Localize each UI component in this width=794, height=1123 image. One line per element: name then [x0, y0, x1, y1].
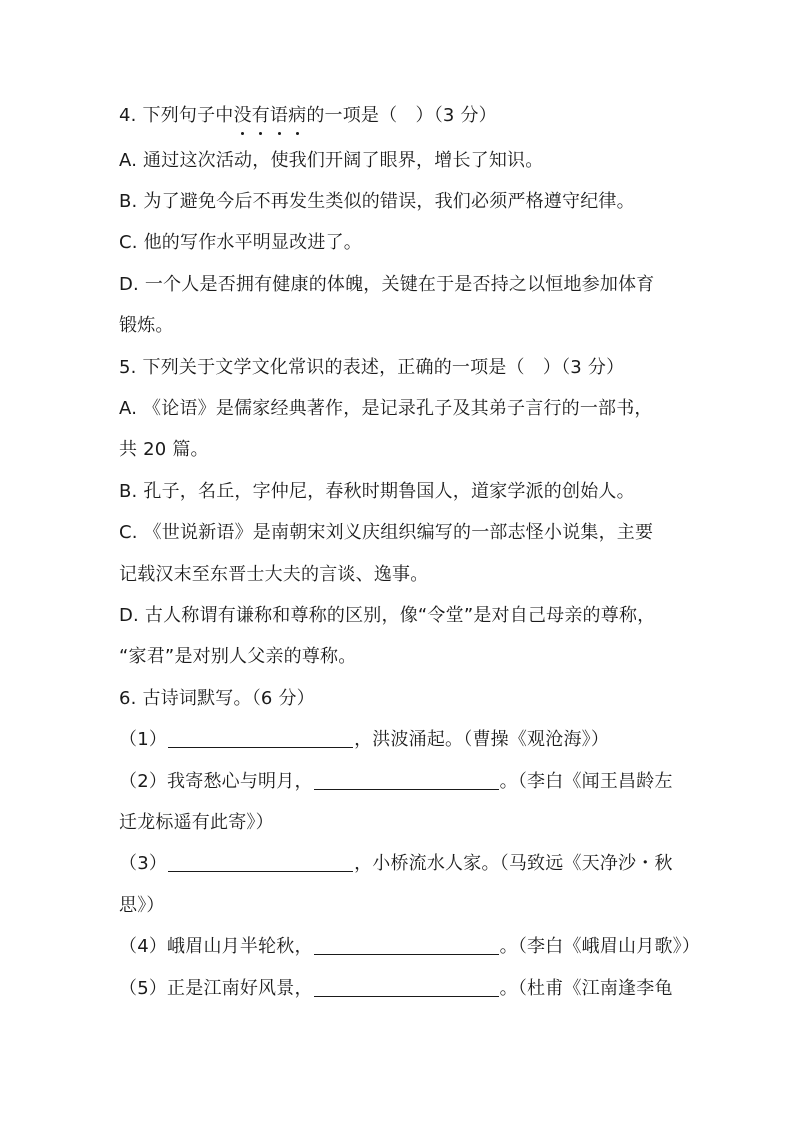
q4-option-d: D. 一个人是否拥有健康的体魄，关键在于是否持之以恒地参加体育 [119, 274, 655, 295]
q6-item-2-blank[interactable] [314, 771, 499, 790]
q6-item-2-cont: 迁龙标遥有此寄》） [119, 812, 274, 833]
q6-item-2-prefix: （2）我寄愁心与明月， [119, 771, 313, 792]
q6-stem: 6. 古诗词默写。（6 分） [119, 688, 315, 709]
q6-item-5-blank[interactable] [314, 978, 499, 997]
emphasis-char: 语 [269, 105, 289, 126]
q6-item-5-prefix: （5）正是江南好风景， [119, 978, 313, 999]
q6-item-2 [119, 770, 689, 794]
q6-item-2-suffix: 。（李白《闻王昌龄左 [499, 771, 673, 792]
q6-item-4-suffix: 。（李白《峨眉山月歌》） [499, 936, 701, 957]
q4-option-d-cont: 锻炼。 [119, 315, 174, 336]
q5-option-a: A. 《论语》是儒家经典著作，是记录孔子及其弟子言行的一部书， [119, 398, 653, 419]
emphasis-char: 有 [251, 105, 270, 126]
q5-option-a-cont: 共 20 篇。 [119, 439, 209, 460]
q5-option-c-cont: 记载汉末至东晋士大夫的言谈、逸事。 [119, 564, 429, 585]
emphasis-char: 没 [233, 105, 252, 126]
q5-option-d: D. 古人称谓有谦称和尊称的区别，像“令堂”是对自己母亲的尊称， [119, 605, 656, 626]
q5-option-b: B. 孔子，名丘，字仲尼，春秋时期鲁国人，道家学派的创始人。 [119, 481, 635, 502]
q6-item-1-suffix: ，洪波涌起。（曹操《观沧海》） [354, 729, 610, 750]
q5-option-c: C. 《世说新语》是南朝宋刘义庆组织编写的一部志怪小说集，主要 [119, 522, 654, 543]
q6-item-5-suffix: 。（杜甫《江南逢李龟 [499, 978, 673, 999]
q4-option-b: B. 为了避免今后不再发生类似的错误，我们必须严格遵守纪律。 [119, 191, 635, 212]
emphasis-char: 病 [288, 105, 307, 126]
q5-stem: 5. 下列关于文学文化常识的表述，正确的一项是（ ）（3 分） [119, 357, 625, 378]
q4-stem [119, 104, 689, 128]
q6-item-1 [119, 728, 689, 752]
q4-option-a: A. 通过这次活动，使我们开阔了眼界，增长了知识。 [119, 150, 544, 171]
q6-item-4-blank[interactable] [314, 936, 499, 955]
q4-stem-after: 的一项是（ ）（3 分） [306, 105, 497, 126]
q6-item-3-prefix: （3） [119, 853, 168, 874]
q5-option-d-cont: “家君”是对别人父亲的尊称。 [119, 646, 357, 667]
q6-item-1-blank[interactable] [168, 729, 353, 748]
q4-stem-emphasis [234, 105, 307, 126]
q6-item-4 [119, 935, 701, 959]
q6-item-3-blank[interactable] [168, 853, 353, 872]
q4-option-c: C. 他的写作水平明显改进了。 [119, 232, 363, 253]
q6-item-1-prefix: （1） [119, 729, 168, 750]
q6-item-3-cont: 思》） [119, 895, 165, 916]
q6-item-3-suffix: ，小桥流水人家。（马致远《天净沙・秋 [354, 853, 673, 874]
q6-item-5 [119, 977, 689, 1001]
q6-item-3 [119, 852, 689, 876]
q6-item-4-prefix: （4）峨眉山月半轮秋， [119, 936, 313, 957]
q4-stem-before: 4. 下列句子中 [119, 105, 234, 126]
